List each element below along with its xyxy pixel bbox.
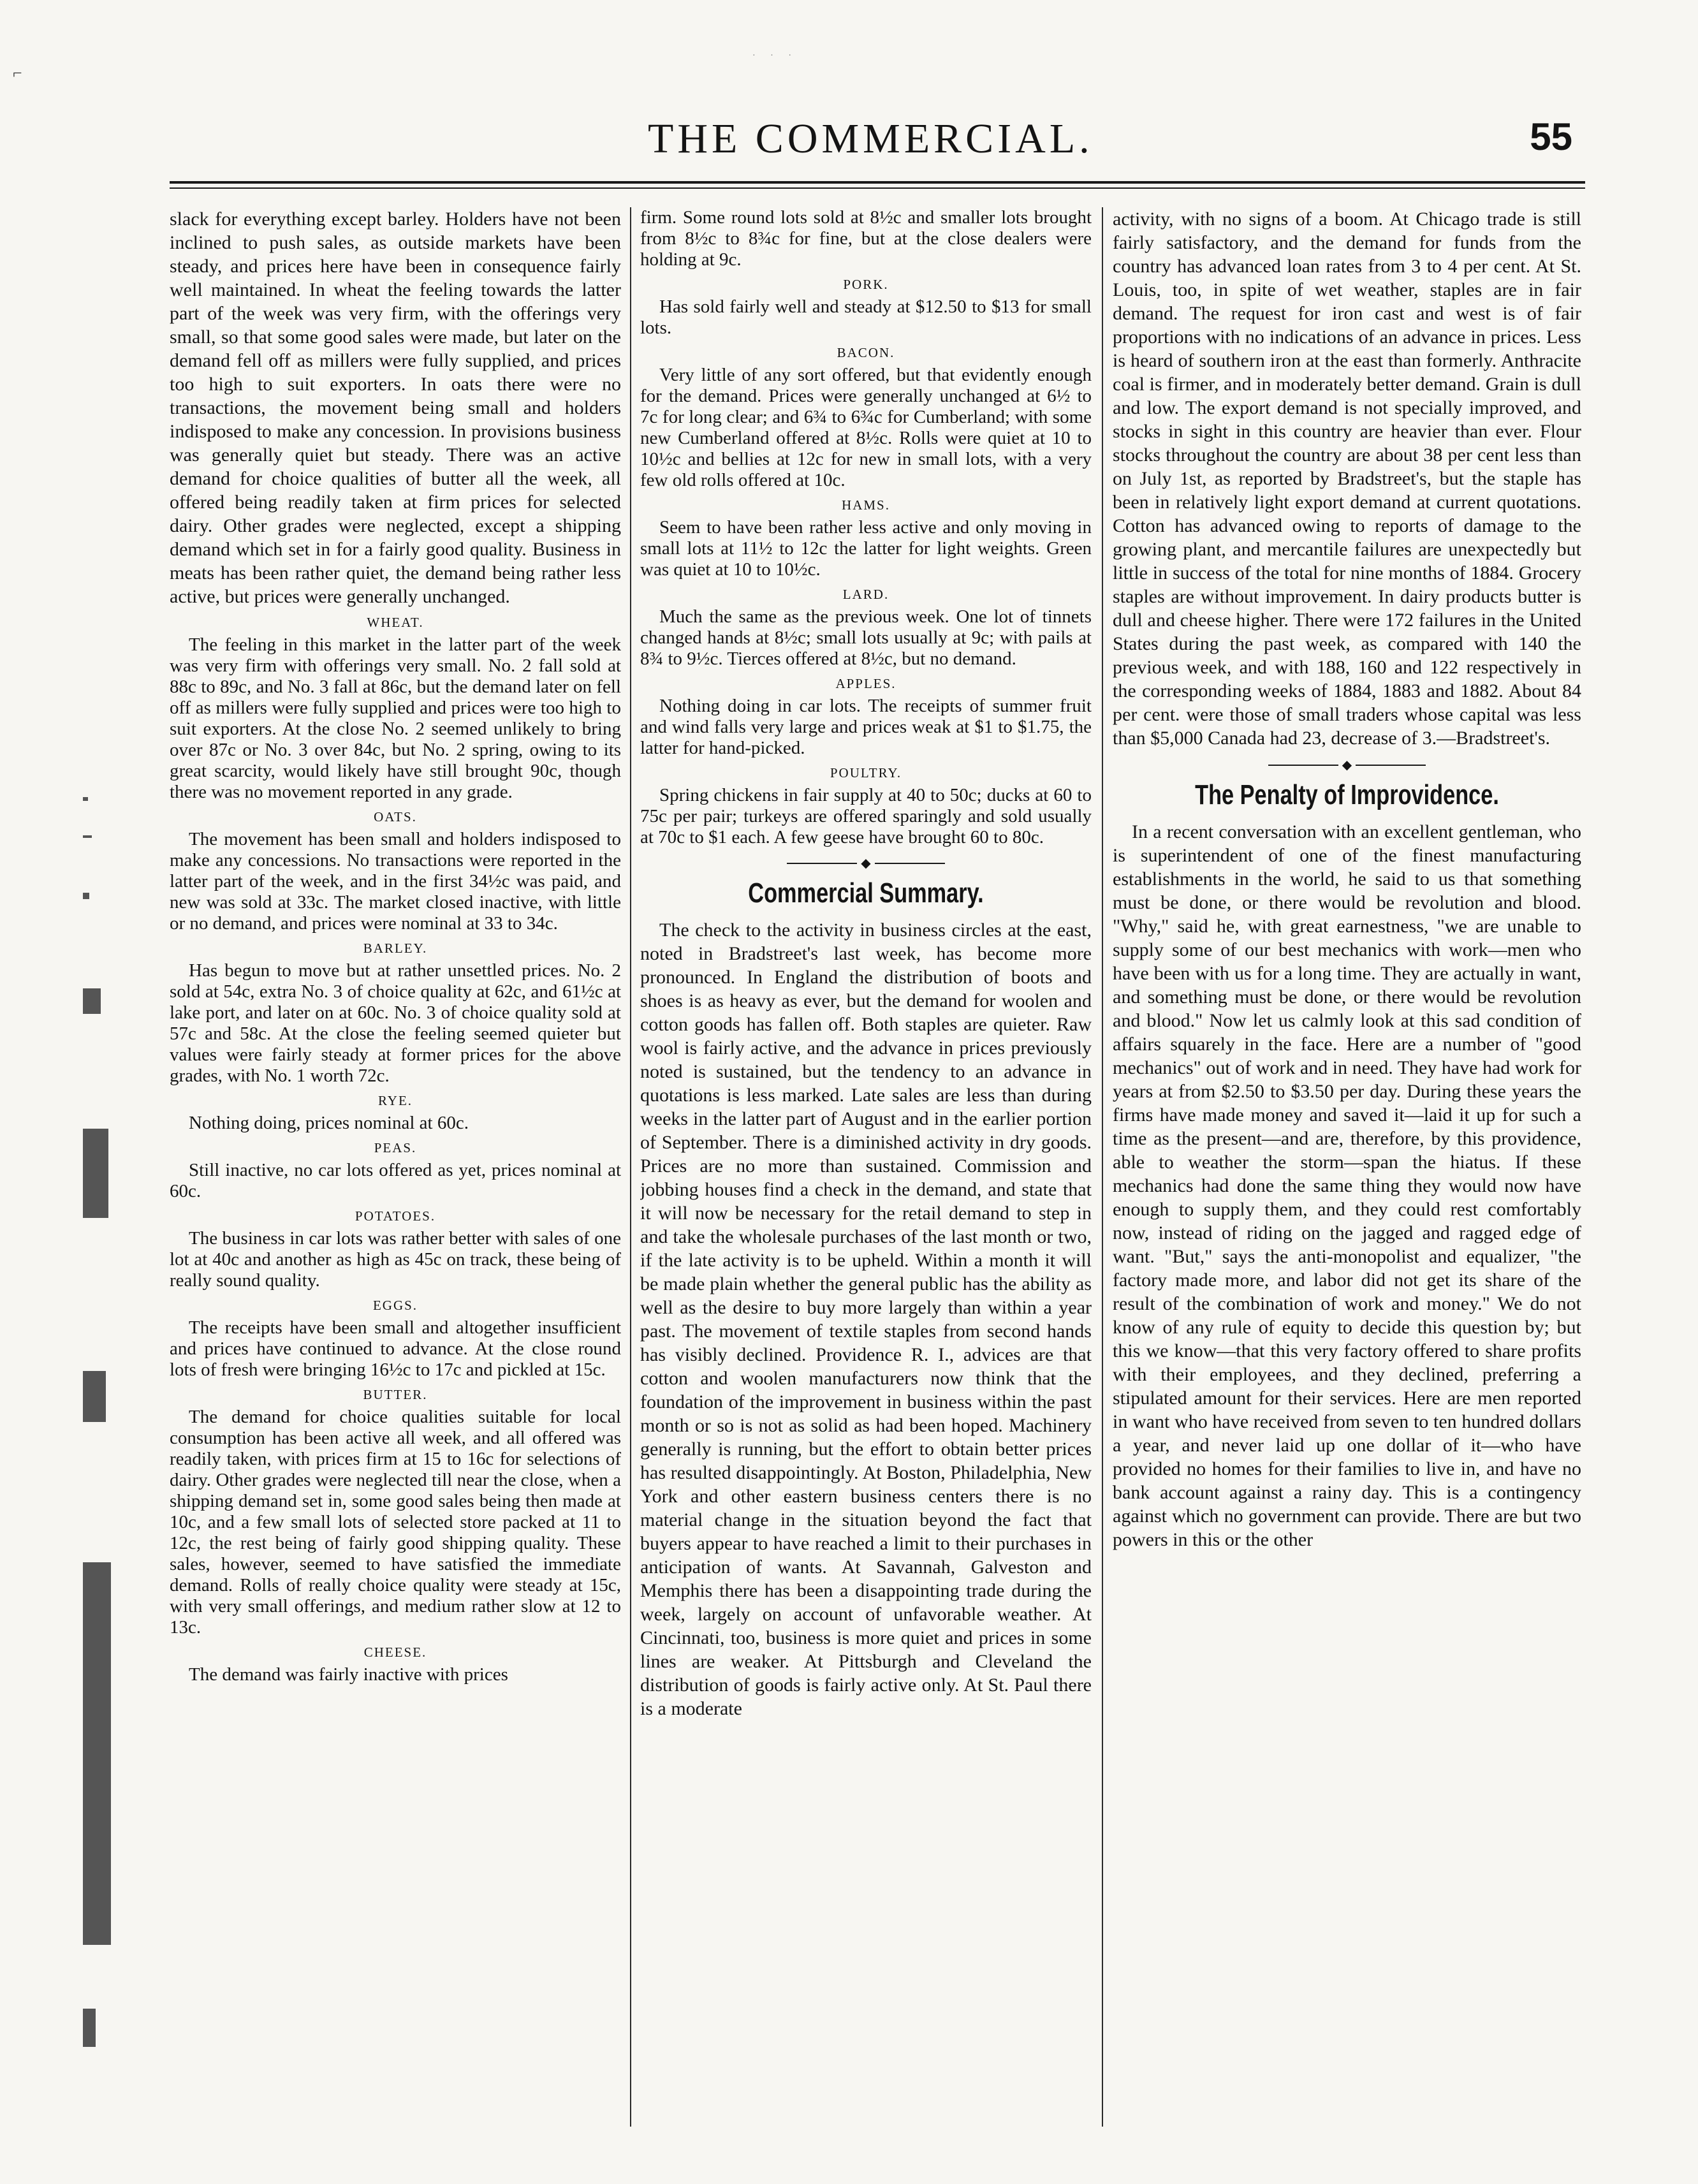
barley-heading: BARLEY. [363,941,428,956]
penalty-paragraph: In a recent conversation with an excellent gentleman, who is superintendent of one of the finest manufacturing establishments in the world, he said to us that something must be done, or there would be revolution and blood. "Why," said he, with great earnestness, "we are unable to supply some of our best mechanics with work—men who have been with us for a long time. They are actually in want, and something must be done, or there would be revolution and blood." Now let us calmly look at this sad condition of affairs squarely in the face. Here are a number of "good mechanics" out of work and in need. They have had work for years at from $2.50 to $3.50 per day. During these years the firms have made money and saved it—laid it up for such a time as the present—and are, therefore, by this providence, able to weather the storm—span the hiatus. If these mechanics had done the same thing they would now have enough to supply them, and they could rest comfortably now, instead of riding on the jagged and ragged edge of want. "But," says the anti-monopolist and equalizer, "the factory made more, and labor did not get its share of the result of the combination of work and money." We do not know of any rule of equity to decide this question by; but this we know—that this very factory offered to share profits with their employees, and they declined, preferring a stipulated amount for their services. Here are men reported in want who have received from seven to ten hundred dollars a year, and never laid up one dollar of it—who have provided no homes for their families to live in, and have no bank account against a rainy day. This is a contingency against which no government can provide. There are but two powers in this or the other [1113,821,1581,1550]
column-3 [1113,207,1581,2127]
peas-heading: PEAS. [374,1140,417,1155]
summary-continued-paragraph: activity, with no signs of a boom. At Chicago trade is still fairly satisfactory, and the demand for funds from the country has advanced loan rates from 3 to 4 per cent. At St. Louis, too, in spite of wet weather, staples are in fair demand. The request for iron cast and west is of fair proportions with no indications of an advance in prices. Less is heard of southern iron at the east than formerly. Anthracite coal is firmer, and in moderately better demand. Grain is dull and low. The export demand is not specially improved, and stocks in sight in this country are heavier than ever. Flour stocks throughout the country are about 38 per cent less than on July 1st, as reported by Bradstreet's, but the staple has been in relatively light export demand at current quotations. Cotton has advanced owing to reports of damage to the growing plant, and mercantile failures are unexpectedly but little in success of the total for nine months of 1884. Grocery staples are without improvement. In dairy products butter is dull and cheese higher. There were 172 failures in the United States during the past week, as compared with 140 the previous week, and with 188, 160 and 122 respectively in the corresponding weeks of 1884, 1883 and 1882. About 84 per cent. were those of small traders whose capital was less than $5,000 Canada had 23, decrease of 3.—Bradstreet's. [1113,209,1581,749]
section-divider-2: ◆ [1113,759,1581,772]
hams-heading: HAMS. [842,497,890,513]
scan-specks: · · · [752,51,798,61]
cheese-continued-paragraph: firm. Some round lots sold at 8½c and smaller lots brought from 8½c to 8¾c for fine, but at the close dealers were holding at 9c. [640,207,1092,270]
column-2 [640,207,1092,2127]
cheese-heading: CHEESE. [363,1645,427,1660]
barley-paragraph: Has begun to move but at rather unsettled prices. No. 2 sold at 54c, extra No. 3 of choice quality at 62c, and 61½c at lake port, and later on at 60c. No. 3 of choice quality sold at 57c and 58c. At the close the feeling seemed quieter but values were fairly steady at former prices for the above grades, with No. 1 worth 72c. [170,960,621,1086]
commercial-summary-title: Commercial Summary. [748,877,984,909]
pork-heading: PORK. [843,277,889,292]
page-number: 55 [1530,115,1572,158]
header-rule [170,181,1585,184]
binding-edge-marks [83,797,115,2168]
market-intro-paragraph: slack for everything except barley. Holders have not been inclined to push sales, as outside markets have been steady, and prices here have been in consequence fairly well maintained. In wheat the feeling towards the latter part of the week was very firm, with the offerings very small, so that some good sales were made, but later on the demand fell off as millers were fully supplied, and prices too high to suit exporters. In oats there were no transactions, the movement being small and holders indisposed to make any concession. In provisions business was generally quiet but steady. There was an active demand for choice qualities of butter all the week, all offered being readily taken at firm prices for selected dairy. Other grades were neglected, except a shipping demand which set in for a fairly good quality. Business in meats has been rather quiet, the demand being rather less active, but prices were generally unchanged. [170,209,621,607]
wheat-paragraph: The feeling in this market in the latter part of the week was very firm with offerings very small. No. 2 fall sold at 88c to 89c, and No. 3 fall at 86c, but the demand later on fell off as millers were fully supplied and prices were too high to suit exporters. At the close No. 2 seemed unlikely to bring over 87c or No. 3 over 84c, but No. 2 spring, owing to its great scarcity, would likely have still brought 90c, though there was no movement reported in any grade. [170,634,621,802]
header-rule-thin [170,187,1585,189]
potatoes-heading: POTATOES. [355,1208,436,1224]
rye-heading: RYE. [377,1093,413,1108]
rye-paragraph: Nothing doing, prices nominal at 60c. [189,1113,469,1133]
pork-paragraph: Has sold fairly well and steady at $12.50 to $13 for small lots. [640,297,1092,338]
potatoes-paragraph: The business in car lots was rather better with sales of one lot at 40c and another as high as 45c on track, these being of really sound quality. [170,1228,621,1291]
cheese-paragraph: The demand was fairly inactive with prices [189,1664,508,1685]
column-1 [170,207,621,2127]
commercial-summary-paragraph: The check to the activity in business circles at the east, noted in Bradstreet's last week, has become more pronounced. In England the distribution of boots and shoes is as heavy as ever, but the demand for woolen and cotton goods has fallen off. Both staples are quieter. Raw wool is fairly active, and the advance in prices previously noted is sustained, but the tendency to an advance in quotations is less marked. Late sales are less than during weeks in the latter part of August and in the earlier portion of September. There is a diminished activity in dry goods. Prices are no more than sustained. Commission and jobbing houses find a check in the demand, and state that it will now be necessary for the retail demand to step in and take the wholesale purchases of the last month or two, if the late activity is to be upheld. Within a month it will be made plain whether the general public has the ability as well as the desire to buy more largely than within a year past. The movement of textile staples from second hands has visibly declined. Providence R. I., advices are that cotton and woolen manufacturers now think that the foundation of the improvement in business within the past month or so is not as solid as had been hoped. Machinery generally is running, but the effort to obtain better prices has resulted disappointingly. At Boston, Philadelphia, New York and other eastern business centers there is no material change in the situation beyond the fact that buyers appear to have reached a limit to their purchases in anticipation of wants. At Savannah, Galveston and Memphis there has been a disappointing trade during the week, largely on account of unfavorable weather. At Cincinnati, too, business is more quiet and prices in some lines are weaker. At Pittsburgh and Cleveland the distribution of goods is fairly active only. At St. Paul there is a moderate [640,920,1092,1719]
lard-heading: LARD. [842,587,889,602]
poultry-heading: POULTRY. [830,765,902,781]
column-rule-1 [630,207,631,2127]
bacon-heading: BACON. [837,345,895,360]
bacon-paragraph: Very little of any sort offered, but that evidently enough for the demand. Prices were generally unchanged at 6½ to 7c for long clear; and 6¾ to 6¾c for Cumberland; with some new Cumberland offered at 8½c. Rolls were quiet at 10 to 10½c and bellies at 12c for new in small lots, with a very few old rolls offered at 10c. [640,365,1092,490]
butter-paragraph: The demand for choice qualities suitable for local consumption has been active all week, and all offered was readily taken, with prices firm at 15 to 16c for selections of dairy. Other grades were neglected till near the close, when a shipping demand set in, some good sales being then made at 10c, and a few small lots of selected store packed at 11 to 12c, the rest being of fairly good shipping quality. These sales, however, seemed to have satisfied the immediate demand. Rolls of really choice quality were steady at 15c, with very small offerings, and medium rather slow at 12 to 13c. [170,1407,621,1638]
page-header [170,102,1585,172]
eggs-paragraph: The receipts have been small and altogether insufficient and prices have continued to advance. At the close round lots of fresh were bringing 16½c to 17c and pickled at 15c. [170,1317,621,1380]
poultry-paragraph: Spring chickens in fair supply at 40 to 50c; ducks at 60 to 75c per pair; turkeys are offered sparingly and sold usually at 70c to $1 each. A few geese have brought 60 to 80c. [640,785,1092,847]
oats-heading: OATS. [374,809,417,824]
butter-heading: BUTTER. [363,1387,428,1402]
lard-paragraph: Much the same as the previous week. One lot of tinnets changed hands at 8½c; small lots usually at 9c; with pails at 8¾ to 9½c. Tierces offered at 8½c, but no demand. [640,606,1092,669]
apples-heading: APPLES. [835,676,897,691]
oats-paragraph: The movement has been small and holders indisposed to make any concessions. No transactions were reported in the latter part of the week, and in the first 34½c was paid, and new was sold at 33c. The market closed inactive, with little or no demand, and prices were nominal at 33 to 34c. [170,829,621,934]
section-divider: ◆ [640,857,1092,870]
wheat-heading: WHEAT. [367,615,424,630]
newspaper-title: THE COMMERCIAL. [648,115,1094,162]
eggs-heading: EGGS. [372,1298,418,1313]
apples-paragraph: Nothing doing in car lots. The receipts of summer fruit and wind falls very large and prices weak at $1 to $1.75, the latter for hand-picked. [640,696,1092,758]
penalty-of-improvidence-title: The Penalty of Improvidence. [1195,779,1499,810]
peas-paragraph: Still inactive, no car lots offered as yet, prices nominal at 60c. [170,1160,621,1201]
column-rule-2 [1102,207,1103,2127]
scan-mark: ⌐ [13,64,22,82]
hams-paragraph: Seem to have been rather less active and only moving in small lots at 11½ to 12c the latter for light weights. Green was quiet at 10 to 10½c. [640,517,1092,580]
